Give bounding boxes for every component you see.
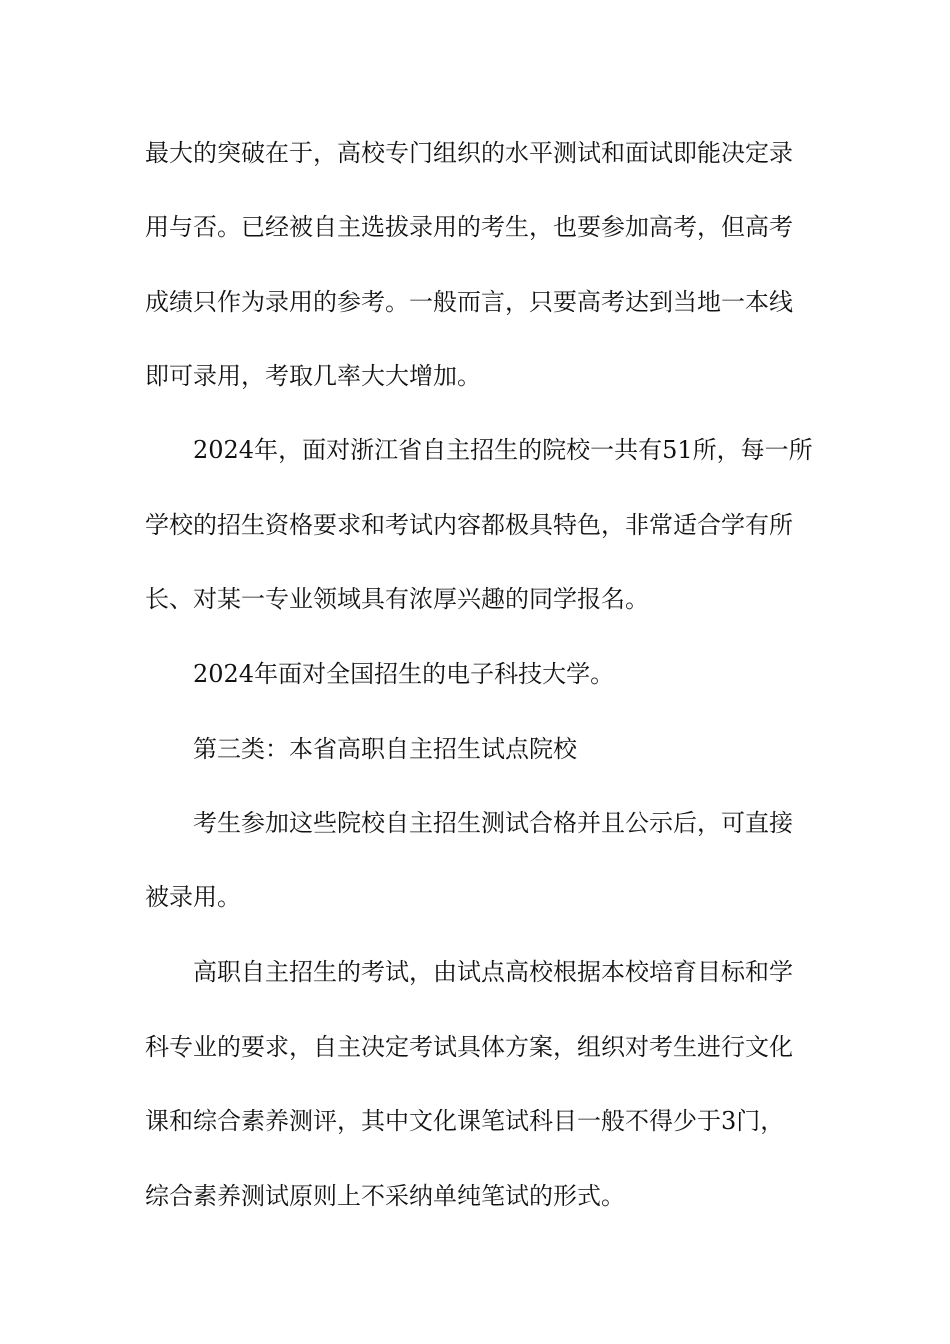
paragraph-line [0,133,950,173]
line-text: 长、对某一专业领域具有浓厚兴趣的同学报名。 [145,585,649,613]
paragraph-line [0,952,950,992]
paragraph-line [0,207,950,247]
line-text: 综合素养测试原则上不采纳单纯笔试的形式。 [145,1182,625,1210]
line-text: 即可录用，考取几率大大增加。 [145,362,481,390]
line-text: 课和综合素养测评，其中文化课笔试科目一般不得少于3门， [145,1107,785,1135]
paragraph-line [0,356,950,396]
line-text: 被录用。 [145,883,241,911]
paragraph-line [0,803,950,843]
paragraph-line [0,877,950,917]
section-heading [0,729,950,769]
line-text: 2024年，面对浙江省自主招生的院校一共有51所，每一所 [193,436,813,464]
paragraph-line [0,505,950,545]
paragraph-line [0,579,950,619]
paragraph-line [0,1176,950,1216]
paragraph-line [0,282,950,322]
line-text: 高职自主招生的考试，由试点高校根据本校培育目标和学 [193,958,793,986]
line-text: 学校的招生资格要求和考试内容都极具特色，非常适合学有所 [145,511,793,539]
line-text: 考生参加这些院校自主招生测试合格并且公示后，可直接 [193,809,793,837]
paragraph-line [0,1027,950,1067]
line-text: 用与否。已经被自主选拔录用的考生，也要参加高考，但高考 [145,213,793,241]
line-text: 第三类：本省高职自主招生试点院校 [193,735,577,763]
line-text: 成绩只作为录用的参考。一般而言，只要高考达到当地一本线 [145,288,793,316]
paragraph-line [0,1101,950,1141]
line-text: 2024年面对全国招生的电子科技大学。 [193,660,615,688]
line-text: 最大的突破在于，高校专门组织的水平测试和面试即能决定录 [145,139,793,167]
paragraph-line [0,654,950,694]
line-text: 科专业的要求，自主决定考试具体方案，组织对考生进行文化 [145,1033,793,1061]
paragraph-line [0,430,950,470]
